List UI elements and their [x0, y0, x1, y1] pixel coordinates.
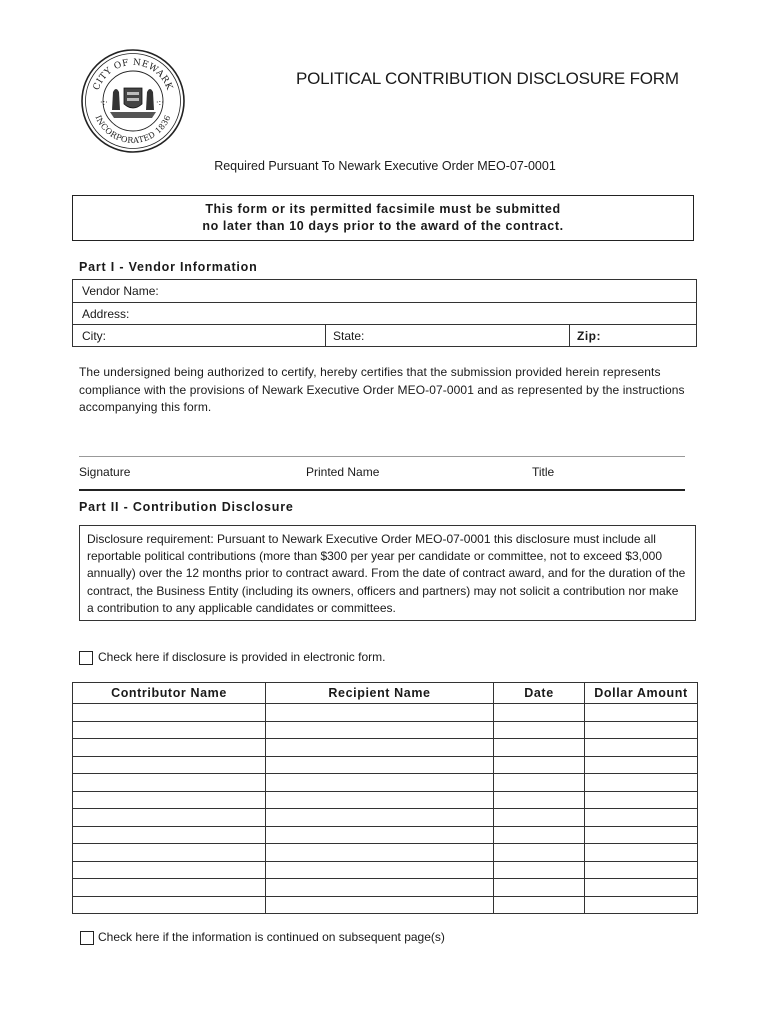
table-header-row	[73, 683, 698, 704]
amount-cell[interactable]	[585, 791, 698, 809]
recipient-cell[interactable]	[266, 896, 494, 914]
section-divider	[79, 489, 685, 491]
zip-field[interactable]	[569, 325, 696, 347]
seal-top-text: CITY OF NEWARK	[91, 57, 175, 92]
state-label: State:	[333, 329, 365, 343]
date-cell[interactable]	[494, 739, 585, 757]
certification-text: The undersigned being authorized to certify, hereby certifies that the submission provided herein represents compliance with the provisions of Newark Executive Order MEO-07-0001 and as represented by the instructions accompanying this form.	[79, 365, 685, 414]
date-cell[interactable]	[494, 861, 585, 879]
contributor-cell[interactable]	[73, 721, 266, 739]
printed-name-label: Printed Name	[306, 465, 380, 479]
contributor-cell[interactable]	[73, 774, 266, 792]
recipient-cell[interactable]	[266, 791, 494, 809]
column-header-contributor: Contributor Name	[73, 683, 266, 704]
amount-cell[interactable]	[585, 774, 698, 792]
amount-cell[interactable]	[585, 826, 698, 844]
recipient-cell[interactable]	[266, 739, 494, 757]
recipient-cell[interactable]	[266, 826, 494, 844]
vendor-name-field[interactable]	[73, 280, 696, 303]
recipient-cell[interactable]	[266, 809, 494, 827]
table-row	[73, 704, 698, 722]
table-row	[73, 756, 698, 774]
amount-cell[interactable]	[585, 756, 698, 774]
svg-text:INCORPORATED 1836	[93, 114, 172, 145]
notice-line-1: This form or its permitted facsimile must be submitted	[205, 202, 561, 216]
electronic-form-checkbox[interactable]	[79, 651, 93, 665]
form-subtitle: Required Pursuant To Newark Executive Order MEO-07-0001	[214, 159, 556, 173]
table-row	[73, 721, 698, 739]
recipient-cell[interactable]	[266, 844, 494, 862]
contributor-cell[interactable]	[73, 879, 266, 897]
city-seal-logo	[80, 48, 186, 154]
date-cell[interactable]	[494, 756, 585, 774]
contribution-table	[72, 682, 698, 914]
amount-cell[interactable]	[585, 879, 698, 897]
contributor-cell[interactable]	[73, 826, 266, 844]
seal-bottom-text: INCORPORATED 1836	[93, 113, 173, 146]
column-header-amount: Dollar Amount	[585, 683, 698, 704]
part-1-heading: Part I - Vendor Information	[79, 260, 258, 274]
date-cell[interactable]	[494, 896, 585, 914]
continued-pages-checkbox-label: Check here if the information is continued on subsequent page(s)	[98, 930, 445, 944]
column-header-recipient: Recipient Name	[266, 683, 494, 704]
contributor-cell[interactable]	[73, 861, 266, 879]
vendor-name-label: Vendor Name:	[82, 284, 159, 298]
amount-cell[interactable]	[585, 844, 698, 862]
disclosure-requirement-box: Disclosure requirement: Pursuant to Newark Executive Order MEO-07-0001 this disclosure must include all reportable political contributions (more than $300 per year per candidate or committee, not to exceed $3,000 annually) over the 12 months prior to contract award. From the date of contract award, and for the duration of the contract, the Business Entity (including its owners, officers and partners) may not solicit a contribution nor make a contribution to any applicable candidates or committees.	[79, 525, 696, 621]
contributor-cell[interactable]	[73, 704, 266, 722]
svg-text:·:·: ·:·	[156, 98, 164, 107]
electronic-form-checkbox-label: Check here if disclosure is provided in electronic form.	[98, 650, 386, 664]
table-row	[73, 861, 698, 879]
svg-text:·:·: ·:·	[100, 98, 108, 107]
recipient-cell[interactable]	[266, 774, 494, 792]
signature-label: Signature	[79, 465, 131, 479]
column-header-date: Date	[494, 683, 585, 704]
vendor-info-box	[72, 279, 697, 347]
form-title: POLITICAL CONTRIBUTION DISCLOSURE FORM	[296, 69, 679, 88]
date-cell[interactable]	[494, 809, 585, 827]
amount-cell[interactable]	[585, 739, 698, 757]
recipient-cell[interactable]	[266, 861, 494, 879]
recipient-cell[interactable]	[266, 879, 494, 897]
title-label: Title	[532, 465, 555, 479]
contributor-cell[interactable]	[73, 791, 266, 809]
table-row	[73, 791, 698, 809]
address-label: Address:	[82, 307, 130, 321]
table-row	[73, 896, 698, 914]
table-row	[73, 809, 698, 827]
date-cell[interactable]	[494, 844, 585, 862]
submission-notice-box	[72, 195, 694, 241]
date-cell[interactable]	[494, 879, 585, 897]
table-row	[73, 774, 698, 792]
part-2-heading: Part II - Contribution Disclosure	[79, 500, 294, 514]
zip-label: Zip:	[577, 329, 601, 343]
date-cell[interactable]	[494, 721, 585, 739]
table-row	[73, 826, 698, 844]
continued-pages-checkbox[interactable]	[80, 931, 94, 945]
date-cell[interactable]	[494, 704, 585, 722]
date-cell[interactable]	[494, 826, 585, 844]
city-field[interactable]	[82, 329, 106, 343]
contributor-cell[interactable]	[73, 809, 266, 827]
table-row	[73, 739, 698, 757]
recipient-cell[interactable]	[266, 704, 494, 722]
state-field[interactable]	[325, 325, 569, 347]
signature-line[interactable]	[79, 456, 685, 457]
date-cell[interactable]	[494, 774, 585, 792]
contributor-cell[interactable]	[73, 756, 266, 774]
contributor-cell[interactable]	[73, 739, 266, 757]
date-cell[interactable]	[494, 791, 585, 809]
amount-cell[interactable]	[585, 721, 698, 739]
address-field[interactable]	[73, 303, 696, 325]
amount-cell[interactable]	[585, 704, 698, 722]
notice-line-2: no later than 10 days prior to the award of the contract.	[202, 219, 564, 233]
recipient-cell[interactable]	[266, 756, 494, 774]
amount-cell[interactable]	[585, 809, 698, 827]
amount-cell[interactable]	[585, 896, 698, 914]
contributor-cell[interactable]	[73, 896, 266, 914]
recipient-cell[interactable]	[266, 721, 494, 739]
city-state-zip-row	[73, 325, 696, 347]
table-row	[73, 844, 698, 862]
table-row	[73, 879, 698, 897]
amount-cell[interactable]	[585, 861, 698, 879]
city-label: City:	[82, 329, 106, 343]
contributor-cell[interactable]	[73, 844, 266, 862]
